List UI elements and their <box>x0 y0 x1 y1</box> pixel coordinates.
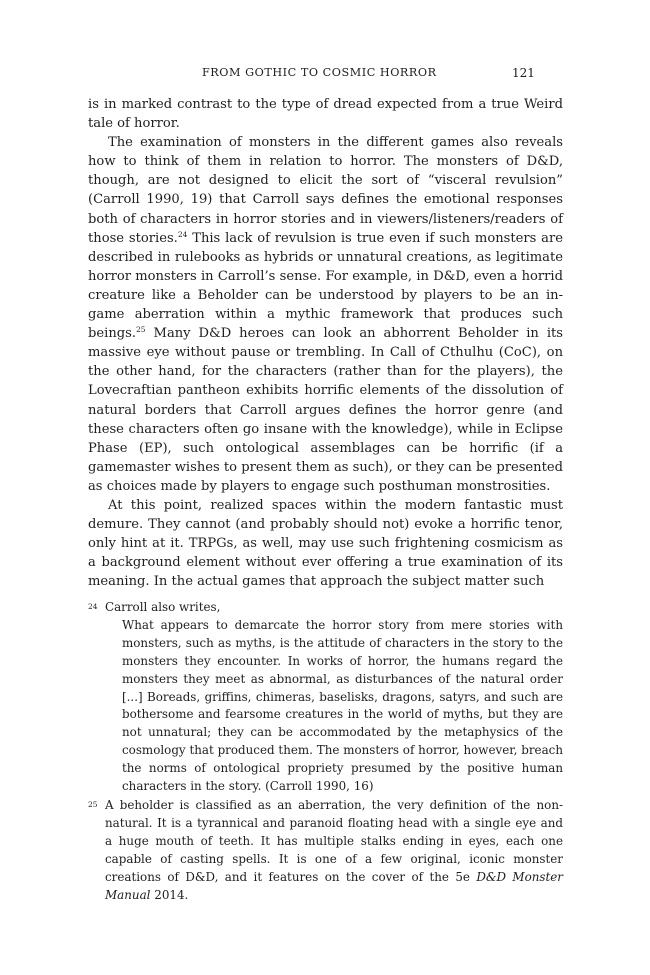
footnote-24-number: 24 <box>88 602 98 611</box>
footnote-25-year: 2014. <box>150 887 189 902</box>
paragraph-1: is in marked contrast to the type of dread expected from a true Weird tale of horror. <box>88 97 563 132</box>
footnote-25-book-title: D&D Monster Manual <box>105 869 563 902</box>
footnote-24-intro: Carroll also writes, <box>105 600 221 614</box>
footnote-25-text <box>105 797 563 904</box>
footnote-25-body: A beholder is classified as an aberration, the very definition of the non-natural. It is a tyrannical and paranoid floating head with a single eye and a huge mouth of teeth. It has multiple stalks ending in eyes, each one capable of casting spells. It is one of a few original, iconic monster creations of D&D, and it features on the cover of the 5e <box>105 797 563 884</box>
running-title: FROM GOTHIC TO COSMIC HORROR <box>202 66 437 79</box>
footnotes <box>88 599 563 904</box>
paragraph-2-part-a: The examination of monsters in the different games also reveals how to think of them in relation to horror. The monsters of D&D, though, are not designed to elicit the sort of “visceral revulsion” (Carroll 1990, 19) that Carroll says defines the emotional responses both of characters in horror stories and in viewers/listeners/readers of those stories. <box>88 135 563 246</box>
paragraph-3: At this point, realized spaces within the modern fantastic must demure. They cannot (and probably should not) evoke a horrific tenor, only hint at it. TRPGs, as well, may use such frightening cosmicism as a background element without ever offering a true examination of its meaning. In the actual games that approach the subject matter such <box>88 497 563 590</box>
body-text <box>88 95 563 591</box>
footnote-24-blockquote: What appears to demarcate the horror story from mere stories with monsters, such as myths, is the attitude of characters in the story to the monsters they encounter. In works of horror, the humans regard the monsters they meet as abnormal, as disturbances of the natural order [...] Boreads, griffins, chimeras, baselisks, dragons, satyrs, and such are bothersome and fearsome creatures in the world of myths, but they are not unnatural; they can be accommodated by the metaphysics of the cosmology that produced them. The monsters of horror, however, breach the norms of ontological propriety presumed by the positive human characters in the story. (Carroll 1990, 16) <box>122 617 563 794</box>
footnote-ref-24[interactable]: 24 <box>177 229 188 239</box>
footnote-25-number: 25 <box>88 799 98 809</box>
paragraph-2 <box>88 133 563 496</box>
footnote-24 <box>88 599 563 617</box>
running-head <box>0 66 650 84</box>
paragraph-2-part-c: Many D&D heroes can look an abhorrent Beholder in its massive eye without pause or trembling. In Call of Cthulhu (CoC), on the other hand, for the characters (rather than for the players), the Lovecraftian pantheon exhibits horrific elements of the dissolution of natural borders that Carroll argues defines the horror genre (and these characters often go insane with the knowledge), while in Eclipse Phase (EP), such ontological assemblages can be horrific (if a gamemaster wishes to present them as such), or they can be presented as choices made by players to engage such posthuman monstrosities. <box>88 326 564 494</box>
footnote-25 <box>88 797 563 904</box>
page-number: 121 <box>512 66 535 80</box>
footnote-ref-25[interactable]: 25 <box>136 325 146 335</box>
paragraph-2-part-b: This lack of revulsion is true even if such monsters are described in rulebooks as hybrids or unnatural creations, as legitimate horror monsters in Carroll’s sense. For example, in D&D, even a horrid creature like a Beholder can be understood by players to be an in-game aberration within a mythic framework that produces such beings. <box>88 230 563 342</box>
